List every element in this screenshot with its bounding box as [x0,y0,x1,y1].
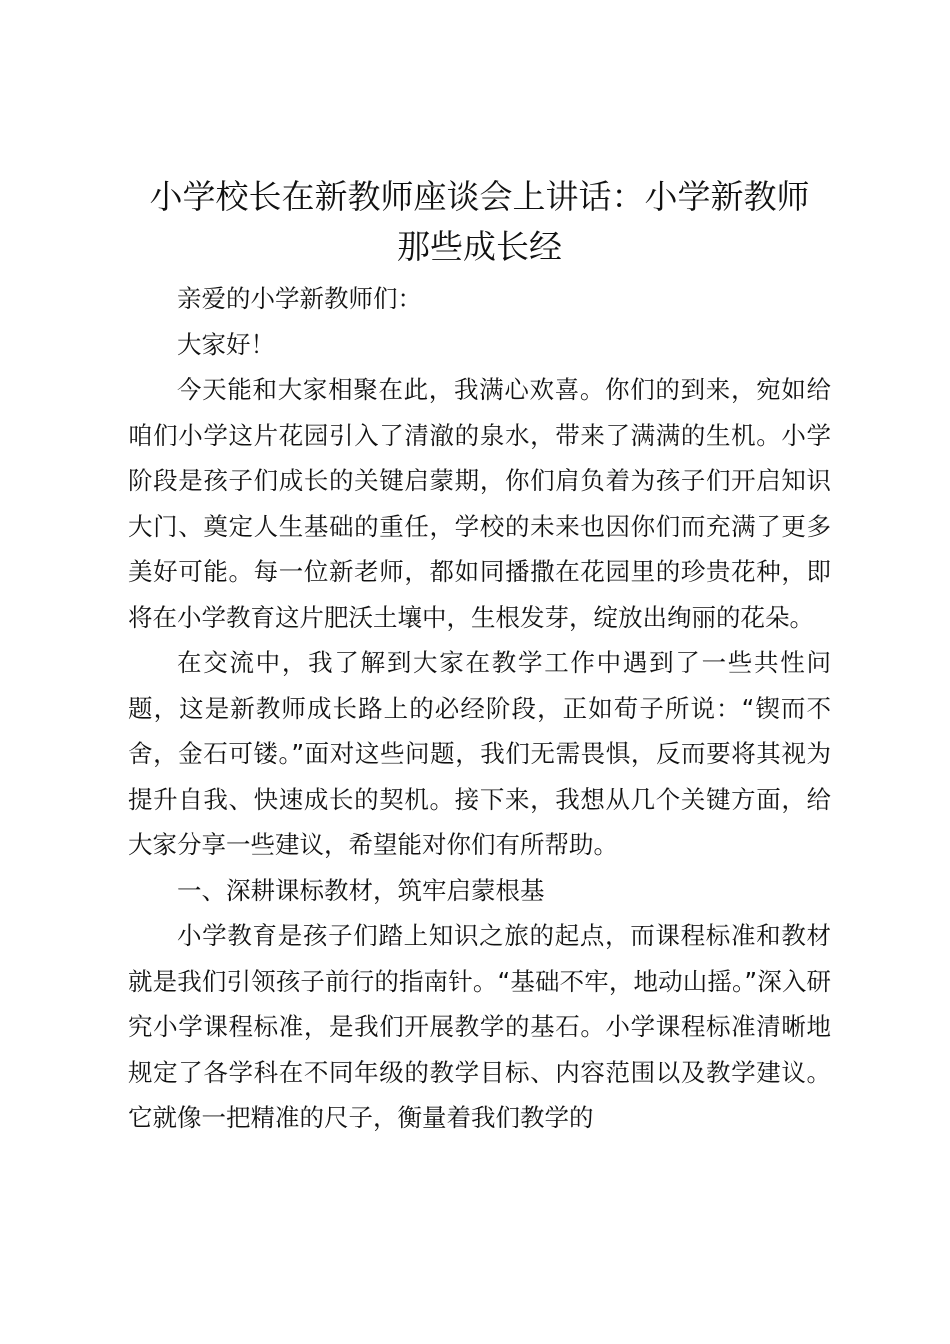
greeting: 大家好！ [177,329,275,359]
paragraph-2: 在交流中，我了解到大家在教学工作中遇到了一些共性问题，这是新教师成长路上的必经阶段，正如荀子所说：“锲而不舍，金石可镂。”面对这些问题，我们无需畏惧，反而要将其视为提升自我、快速成长的契机。接下来，我想从几个关键方面，给大家分享一些建议，希望能对你们有所帮助。 [128,648,831,859]
document-body [128,172,831,1141]
salutation: 亲爱的小学新教师们： [177,284,422,313]
paragraph-1: 今天能和大家相聚在此，我满心欢喜。你们的到来，宛如给咱们小学这片花园引入了清澈的泉水，带来了满满的生机。小学阶段是孩子们成长的关键启蒙期，你们肩负着为孩子们开启知识大门、奠定人生基础的重任，学校的未来也因你们而充满了更多美好可能。每一位新老师，都如同播撒在花园里的珍贵花种，即将在小学教育这片肥沃土壤中，生根发芽，绽放出绚丽的花朵。 [128,375,831,632]
document-title [128,172,831,272]
title-line-1: 小学校长在新教师座谈会上讲话：小学新教师 [149,177,810,216]
section-paragraph: 小学教育是孩子们踏上知识之旅的起点，而课程标准和教材就是我们引领孩子前行的指南针。“基础不牢，地动山摇。”深入研究小学课程标准，是我们开展教学的基石。小学课程标准清晰地规定了各学科在不同年级的教学目标、内容范围以及教学建议。它就像一把精准的尺子，衡量着我们教学的 [128,921,831,1132]
section-heading: 一、深耕课标教材，筑牢启蒙根基 [177,875,545,905]
title-line-2: 那些成长经 [397,227,562,266]
